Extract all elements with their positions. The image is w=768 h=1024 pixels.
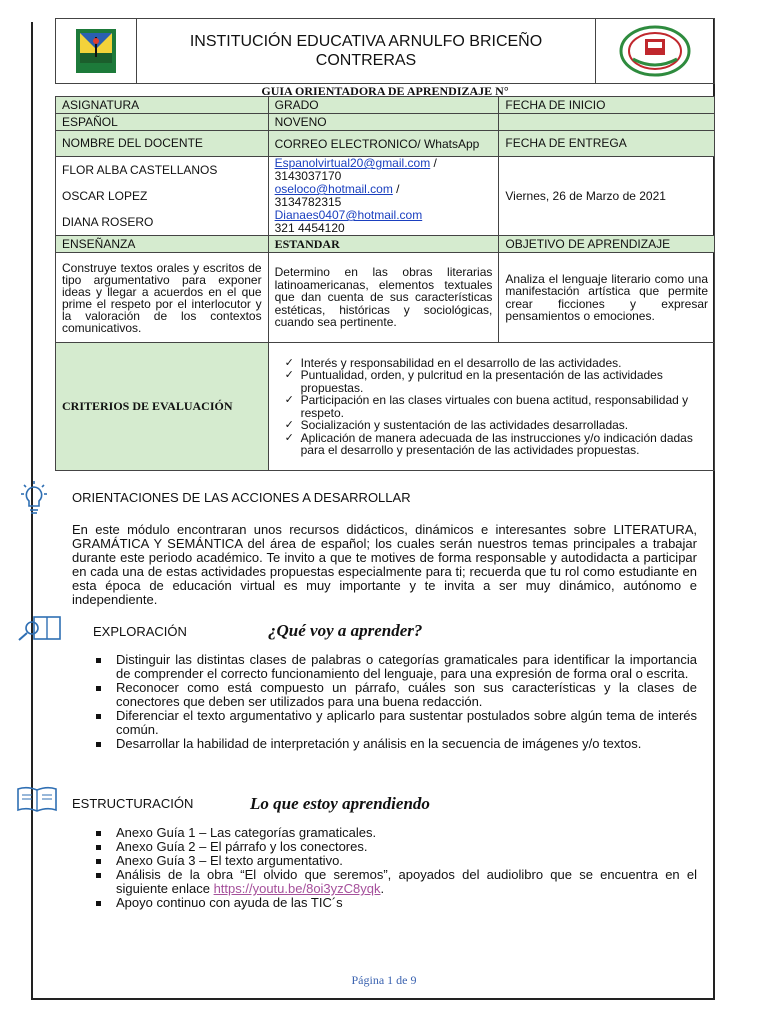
criterios-cell [268, 343, 714, 471]
criterios-list [275, 357, 708, 457]
school-seal-logo-cell [595, 19, 714, 83]
estructuracion-list-wrap [72, 826, 697, 910]
grado-value: NOVENO [268, 114, 499, 131]
phone-number: 3143037170 [274, 168, 342, 183]
docentes-names-cell [56, 157, 269, 236]
criterio-item: ✓ Puntualidad, orden, y pulcritud en la presentación de las actividades propuestas. [289, 369, 708, 394]
estandar-text: Determino en las obras literarias latinoamericanas, elementos textuales que dan cuenta de sus características estéticas, históricas y sociológicas, cuando sea pertinente. [268, 253, 499, 343]
estructuracion-list [72, 826, 697, 910]
email-link[interactable]: Espanolvirtual20@gmail.com [274, 156, 431, 170]
document-header [55, 18, 715, 84]
orientaciones-heading: ORIENTACIONES DE LAS ACCIONES A DESARROLLAR [72, 490, 411, 505]
criterios-label: CRITERIOS DE EVALUACIÓN [56, 343, 269, 471]
audiobook-link[interactable]: https://youtu.be/8oi3yzC8yqk [213, 881, 381, 896]
exploracion-subtitle: ¿Qué voy a aprender? [268, 621, 423, 640]
asignatura-value: ESPAÑOL [56, 114, 269, 131]
page-number: Página 1 de 9 [351, 973, 417, 987]
fecha-entrega-label: FECHA DE ENTREGA [499, 131, 715, 157]
ensenanza-label: ENSEÑANZA [56, 236, 269, 253]
estructuracion-heading: ESTRUCTURACIÓN [72, 796, 194, 811]
page-border-bottom [31, 998, 715, 1000]
email-separator: / [430, 156, 437, 170]
fecha-inicio-value [499, 114, 715, 131]
school-logo-cell [56, 19, 137, 83]
criterio-item: ✓ Socialización y sustentación de las actividades desarrolladas. [289, 419, 708, 432]
docente-contact [275, 209, 493, 235]
ensenanza-text: Construye textos orales y escritos de tipo argumentativo para exponer ideas y llegar a acuerdos en el que prime el respeto por el interlocutor y la valoración de los contextos comunicativos. [56, 253, 269, 343]
docente-name: DIANA ROSERO [62, 214, 154, 229]
estandar-label: ESTANDAR [268, 236, 499, 253]
estructuracion-subtitle: Lo que estoy aprendiendo [250, 794, 430, 813]
list-item: Distinguir las distintas clases de palabras o categorías gramaticales para identificar la importancia de comprender el correcto funcionamiento del lenguaje, para una expresión de forma oral o escrita. [72, 653, 697, 681]
guide-info-table [55, 96, 715, 471]
school-shield-logo [72, 27, 120, 75]
list-item: Anexo Guía 1 – Las categorías gramaticales. [72, 826, 697, 840]
phone-number: 321 4454120 [274, 220, 345, 235]
analysis-text-end: . [380, 881, 385, 896]
asignatura-label: ASIGNATURA [56, 97, 269, 114]
objetivo-text: Analiza el lenguaje literario como una manifestación artística que permite crear ficciones y expresar pensamientos o emociones. [499, 253, 715, 343]
open-book-icon [16, 784, 58, 814]
docentes-contacts-cell [268, 157, 499, 236]
orientaciones-paragraph: En este módulo encontraran unos recursos didácticos, dinámicos e interesantes sobre LITERATURA, GRAMÁTICA Y SEMÁNTICA del área de español; los cuales serán nuestros temas principales a trabajar durante este periodo académico. Te invito a que te motives de forma responsable y autodidacta a participar en cada una de estas actividades propuestas especialmente para ti; recuerda que tu rol como estudiante en esta época de educación virtual es muy importante y te invita a ser muy dinámico, autónomo e independiente. [72, 522, 697, 607]
docente-contact [275, 157, 493, 183]
list-item: Desarrollar la habilidad de interpretación y análisis en la secuencia de imágenes y/o textos. [72, 737, 697, 751]
docente-name: FLOR ALBA CASTELLANOS [62, 162, 218, 177]
docente-contact [275, 183, 493, 209]
correo-label: CORREO ELECTRONICO/ WhatsApp [268, 131, 499, 157]
criterio-item: ✓ Aplicación de manera adecuada de las instrucciones y/o indicación dadas para el desarrollo y presentación de las actividades propuestas. [289, 432, 708, 457]
email-separator: / [392, 182, 400, 196]
guide-title: GUIA ORIENTADORA DE APRENDIZAJE N° [261, 84, 509, 98]
exploracion-list-wrap [72, 653, 697, 751]
phone-number: 3134782315 [274, 194, 342, 209]
school-seal-logo [619, 25, 691, 77]
criterio-item: ✓ Interés y responsabilidad en el desarrollo de las actividades. [289, 357, 708, 370]
institution-title: INSTITUCIÓN EDUCATIVA ARNULFO BRICEÑO CONTRERAS [189, 33, 543, 69]
list-item: Diferenciar el texto argumentativo y aplicarlo para sustentar postulados sobre algún tema de interés común. [72, 709, 697, 737]
list-item: Reconocer como está compuesto un párrafo, cuáles son sus características y la clases de conectores que deben ser utilizados para una buena redacción. [72, 681, 697, 709]
criterio-item: ✓ Participación en las clases virtuales con buena actitud, responsabilidad y respeto. [289, 394, 708, 419]
fecha-inicio-label: FECHA DE INICIO [499, 97, 715, 114]
exploracion-heading: EXPLORACIÓN [93, 624, 187, 639]
analysis-text: Análisis de la obra “El olvido que seremos”, apoyados del audiolibro que se encuentra en el siguiente enlace [116, 867, 697, 896]
fecha-entrega-value: Viernes, 26 de Marzo de 2021 [499, 157, 715, 236]
docente-label: NOMBRE DEL DOCENTE [56, 131, 269, 157]
list-item: Anexo Guía 2 – El párrafo y los conectores. [72, 840, 697, 854]
magnifier-book-icon [16, 614, 64, 644]
list-item: Apoyo continuo con ayuda de las TIC´s [72, 896, 697, 910]
list-item: Anexo Guía 3 – El texto argumentativo. [72, 854, 697, 868]
list-item-analysis [72, 868, 697, 896]
lightbulb-icon [16, 481, 52, 517]
docente-name: OSCAR LOPEZ [62, 188, 148, 203]
email-link[interactable]: oseloco@hotmail.com [274, 182, 393, 196]
objetivo-label: OBJETIVO DE APRENDIZAJE [499, 236, 715, 253]
exploracion-list [72, 653, 697, 751]
email-link[interactable]: Dianaes0407@hotmail.com [274, 208, 423, 222]
grado-label: GRADO [268, 97, 499, 114]
